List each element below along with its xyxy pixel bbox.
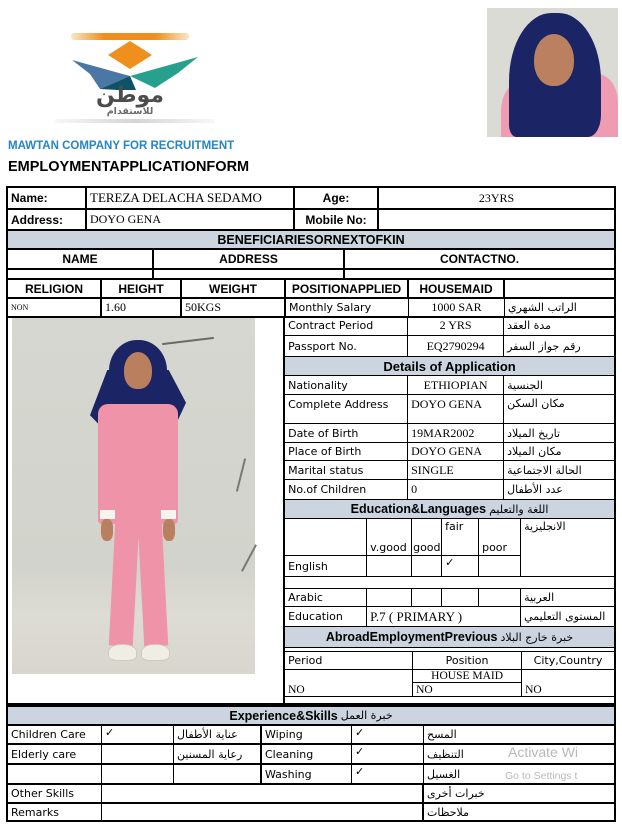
figure-leg-left [109, 521, 139, 646]
abroad-position-no: NO [413, 683, 522, 697]
education-languages-title: Education&Languages [350, 502, 487, 516]
abroad-period-col: Period [285, 652, 413, 670]
arabic-good-cell [412, 589, 442, 607]
children-care-label: Children Care [8, 726, 102, 745]
language-grid-top [285, 519, 614, 577]
complete-address-value: DOYO GENA [408, 395, 504, 424]
no-of-children-arabic: عدد الأطفال [504, 480, 614, 500]
remarks-value [102, 804, 424, 822]
no-of-children-value: 0 [408, 480, 504, 500]
details-of-application-header: Details of Application [285, 357, 614, 376]
elderly-care-checkmark [102, 745, 174, 765]
photo-scratch-1 [162, 337, 214, 345]
experience-skills-title-arabic: خبرة العمل [340, 709, 393, 722]
education-level-value: P.7 ( PRIMARY ) [367, 607, 521, 627]
date-of-birth-label: Date of Birth [285, 424, 408, 443]
abroad-position-col: Position [413, 652, 522, 670]
name-value: TEREZA DELACHA SEDAMO [87, 188, 295, 210]
elderly-care-arabic: رعاية المسنين [174, 745, 262, 765]
position-applied-value: HOUSEMAID [409, 280, 505, 299]
name-label: Name: [8, 188, 87, 210]
scale-good-label: good [412, 519, 442, 556]
children-care-checkmark: ✓ [102, 726, 174, 745]
address-label: Address: [8, 210, 87, 231]
beneficiary-name-value [8, 270, 154, 280]
abroad-city-blank [522, 670, 614, 683]
english-label: English [285, 556, 367, 577]
scale-fair-label: fair [442, 519, 479, 556]
passport-no-arabic: رقم جواز السفر [504, 336, 614, 357]
height-value: 1.60 [102, 299, 182, 318]
other-skills-label: Other Skills [8, 785, 102, 804]
address-value: DOYO GENA [87, 210, 295, 231]
weight-value: 50KGS [182, 299, 286, 318]
logo-shadow-bar [55, 119, 215, 123]
applicant-full-body-photo [12, 318, 255, 674]
figure-hand-right [163, 519, 175, 541]
language-spacer-row [285, 577, 614, 589]
figure-sandal-left [108, 644, 137, 661]
scale-poor-label: poor [479, 519, 521, 556]
activate-windows-watermark-line2: Go to Settings t [505, 770, 578, 782]
other-skills-value [102, 785, 424, 804]
english-vgood-cell [367, 556, 412, 577]
language-empty-corner [285, 519, 367, 556]
education-level-label: Education [285, 607, 367, 627]
beneficiary-contact-col: CONTACTNO. [345, 250, 616, 270]
monthly-salary-label: Monthly Salary [286, 299, 409, 318]
figure-cuff-right [161, 510, 176, 519]
place-of-birth-arabic: مكان الميلاد [504, 443, 614, 461]
marital-status-arabic: الحالة الاجتماعية [504, 461, 614, 480]
abroad-employment-title: AbroadEmploymentPrevious [325, 630, 498, 644]
education-languages-title-arabic: اللغة والتعليم [489, 502, 549, 516]
cleaning-checkmark: ✓ [352, 745, 424, 765]
form-title: EMPLOYMENTAPPLICATIONFORM [8, 159, 250, 175]
height-label: HEIGHT [102, 280, 182, 299]
figure-sandal-right [141, 644, 170, 661]
weight-label: WEIGHT [182, 280, 286, 299]
skills-blank-label [8, 765, 102, 785]
figure-hand-left [101, 519, 113, 541]
arabic-fair-cell [442, 589, 479, 607]
place-of-birth-label: Place of Birth [285, 443, 408, 461]
complete-address-arabic: مكان السكن [504, 395, 614, 424]
details-panel [285, 316, 616, 703]
arabic-poor-cell [479, 589, 521, 607]
arabic-arabic-label: العربية [521, 589, 614, 607]
place-of-birth-value: DOYO GENA [408, 443, 504, 461]
scale-vgood-label: v.good [367, 519, 412, 556]
identity-table [6, 186, 616, 318]
age-label: Age: [295, 188, 379, 210]
date-of-birth-arabic: تاريخ الميلاد [504, 424, 614, 443]
contract-period-label: Contract Period [285, 316, 408, 336]
date-of-birth-value: 19MAR2002 [408, 424, 504, 443]
no-of-children-label: No.of Children [285, 480, 408, 500]
figure-leg-right [138, 521, 168, 646]
experience-skills-header [8, 707, 616, 726]
washing-label: Washing [262, 765, 352, 785]
portrait-face [534, 34, 574, 86]
skills-blank-check [102, 765, 174, 785]
company-logo [55, 26, 215, 126]
full-body-photo-cell [8, 316, 285, 703]
passport-no-label: Passport No. [285, 336, 408, 357]
beneficiaries-header: BENEFICIARIESORNEXTOFKIN [8, 231, 616, 250]
figure-face [124, 352, 152, 389]
washing-arabic: الغسيل [424, 765, 616, 785]
cleaning-arabic: التنظيف [424, 745, 616, 765]
abroad-period-no: NO [285, 683, 413, 697]
figure-jacket [98, 404, 178, 524]
wiping-label: Wiping [262, 726, 352, 745]
abroad-city-col: City,Country [522, 652, 614, 670]
elderly-care-label: Elderly care [8, 745, 102, 765]
marital-status-value: SINGLE [408, 461, 504, 480]
abroad-period-blank [285, 670, 413, 683]
complete-address-label: Complete Address [285, 395, 408, 424]
passport-no-value: EQ2790294 [408, 336, 504, 357]
applicant-portrait-photo [487, 8, 618, 137]
logo-arabic-subtitle: للاستقدام [106, 106, 154, 117]
marital-status-label: Marital status [285, 461, 408, 480]
english-fair-checkmark: ✓ [442, 556, 479, 577]
remarks-arabic: ملاحظات [424, 804, 616, 822]
cleaning-label: Cleaning [262, 745, 352, 765]
remarks-label: Remarks [8, 804, 102, 822]
beneficiary-contact-value [345, 270, 616, 280]
beneficiary-address-value [154, 270, 345, 280]
english-arabic-label: الانجليزية [521, 519, 614, 577]
abroad-employment-title-arabic: خبرة خارج البلاد [500, 630, 574, 644]
arabic-vgood-cell [367, 589, 412, 607]
washing-checkmark: ✓ [352, 765, 424, 785]
figure-cuff-left [100, 510, 115, 519]
activate-windows-watermark: Activate Wi [508, 744, 579, 760]
beneficiary-address-col: ADDRESS [154, 250, 345, 270]
age-value: 23YRS [379, 188, 616, 210]
abroad-city-no: NO [522, 683, 614, 697]
wiping-checkmark: ✓ [352, 726, 424, 745]
abroad-employment-header [285, 627, 614, 648]
nationality-value: ETHIOPIAN [408, 376, 504, 395]
photo-scratch-2 [236, 458, 246, 491]
mobile-label: Mobile No: [295, 210, 379, 231]
monthly-salary-value: 1000 SAR [409, 299, 505, 318]
arabic-language-label: Arabic [285, 589, 367, 607]
photo-scratch-3 [241, 544, 257, 571]
mobile-value [379, 210, 616, 231]
religion-label: RELIGION [8, 280, 102, 299]
beneficiary-name-col: NAME [8, 250, 154, 270]
company-name-line: MAWTAN COMPANY FOR RECRUITMENT [8, 140, 235, 152]
other-skills-arabic: خبرات أخرى [424, 785, 616, 804]
education-level-arabic: المستوى التعليمي [521, 607, 614, 627]
position-applied-label: POSITIONAPPLIED [286, 280, 409, 299]
contract-period-value: 2 YRS [408, 316, 504, 336]
english-good-cell [412, 556, 442, 577]
wiping-arabic: المسح [424, 726, 616, 745]
experience-skills-title: Experience&Skills [229, 708, 338, 723]
contract-period-arabic: مدة العقد [504, 316, 614, 336]
skills-blank-arabic [174, 765, 262, 785]
middle-section [6, 316, 616, 705]
english-poor-cell [479, 556, 521, 577]
position-extra-cell [505, 280, 616, 299]
children-care-arabic: عناية الأطفال [174, 726, 262, 745]
abroad-position-value: HOUSE MAID [413, 670, 522, 683]
nationality-arabic: الجنسية [504, 376, 614, 395]
nationality-label: Nationality [285, 376, 408, 395]
logo-arabic-wordmark: موطن [96, 83, 164, 108]
education-languages-header [285, 500, 614, 519]
religion-value: NON [8, 299, 102, 318]
skills-section [6, 705, 616, 822]
monthly-salary-arabic: الراتب الشهري [505, 299, 616, 318]
logo-orange-bar [71, 33, 189, 40]
